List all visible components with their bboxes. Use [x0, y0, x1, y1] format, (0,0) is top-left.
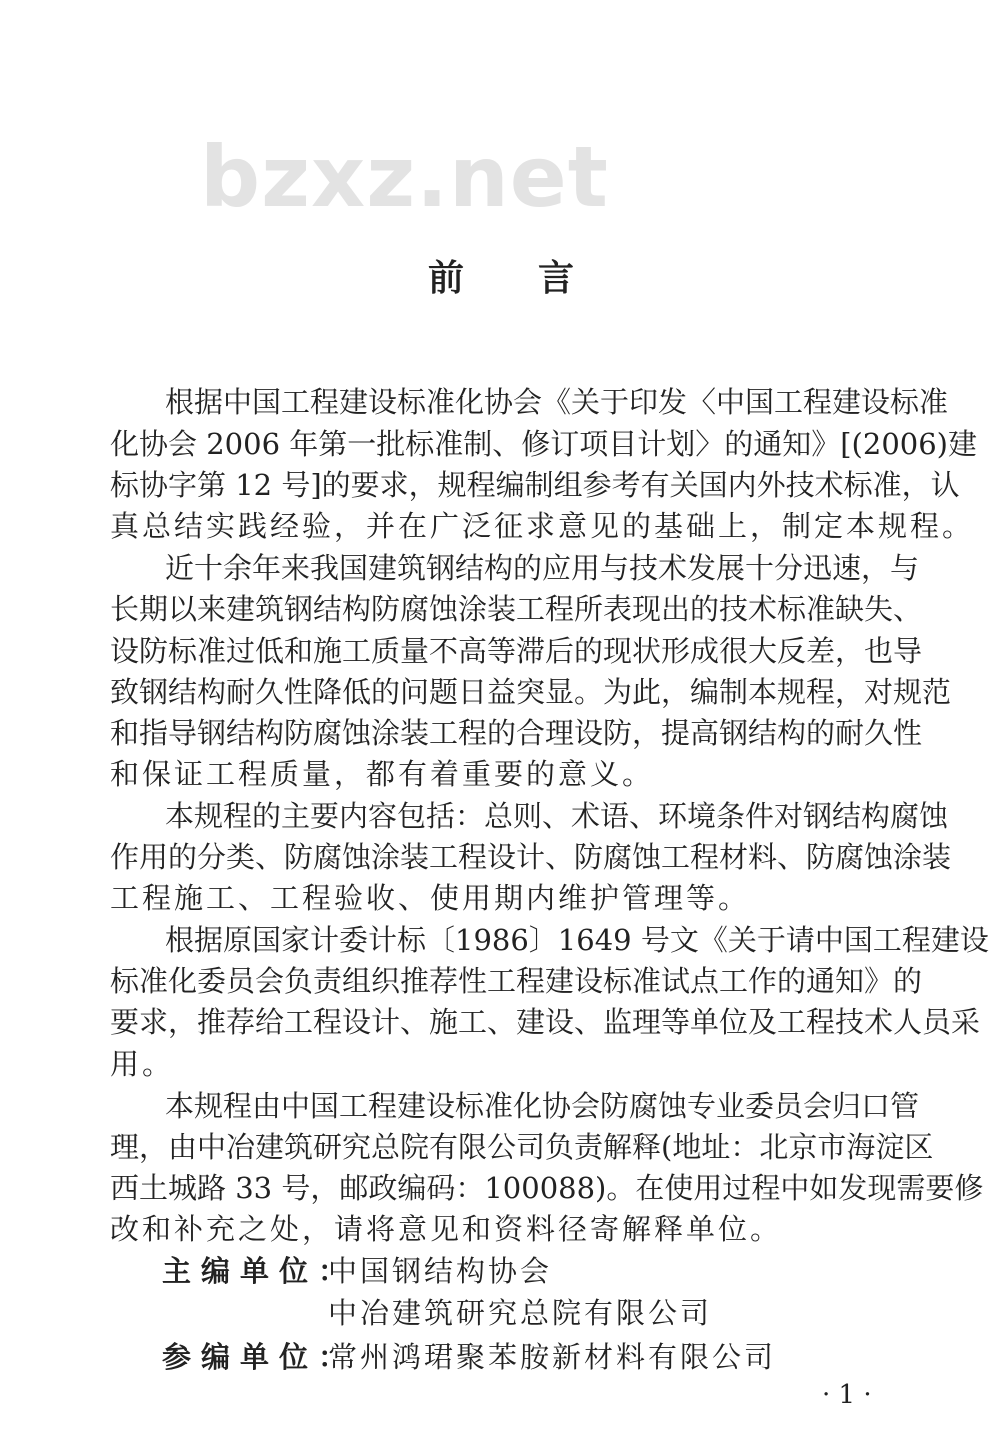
- watermark: bzxz.net: [200, 128, 609, 226]
- paragraph-line: 西土城路 33 号，邮政编码：100088)。在使用过程中如发现需要修: [110, 1171, 984, 1205]
- paragraph-line: 和指导钢结构防腐蚀涂装工程的合理设防，提高钢结构的耐久性: [110, 716, 923, 750]
- label: 参编单位：: [162, 1340, 358, 1374]
- paragraph-line: 作用的分类、防腐蚀涂装工程设计、防腐蚀工程材料、防腐蚀涂装: [110, 840, 952, 874]
- paragraph-line: 要求，推荐给工程设计、施工、建设、监理等单位及工程技术人员采: [110, 1005, 981, 1039]
- paragraph-line: 根据中国工程建设标准化协会《关于印发〈中国工程建设标准: [165, 385, 949, 419]
- label: 主编单位：: [162, 1254, 358, 1288]
- paragraph-line: 本规程由中国工程建设标准化协会防腐蚀专业委员会归口管: [165, 1089, 920, 1123]
- title-char: 前: [428, 257, 465, 299]
- paragraph-line: 标准化委员会负责组织推荐性工程建设标准试点工作的通知》的: [110, 964, 923, 998]
- paragraph-line: 长期以来建筑钢结构防腐蚀涂装工程所表现出的技术标准缺失、: [110, 592, 923, 626]
- paragraph-line: 真总结实践经验，并在广泛征求意见的基础上，制定本规程。: [110, 509, 975, 543]
- paragraph-line: 工程施工、工程验收、使用期内维护管理等。: [110, 881, 751, 915]
- paragraph-line: 理，由中冶建筑研究总院有限公司负责解释(地址：北京市海淀区: [110, 1130, 934, 1164]
- paragraph-line: 根据原国家计委计标〔1986〕1649 号文《关于请中国工程建设: [165, 923, 989, 957]
- paragraph-line: 化协会 2006 年第一批标准制、修订项目计划〉的通知》[(2006)建: [110, 427, 977, 461]
- paragraph-line: 改和补充之处，请将意见和资料径寄解释单位。: [110, 1212, 783, 1246]
- paragraph-line: 标协字第 12 号]的要求，规程编制组参考有关国内外技术标准，认: [110, 468, 960, 502]
- paragraph-line: 近十余年来我国建筑钢结构的应用与技术发展十分迅速，与: [165, 551, 920, 585]
- paragraph-line: 设防标准过低和施工质量不高等滞后的现状形成很大反差，也导: [110, 634, 923, 668]
- chief-editor-2: 中冶建筑研究总院有限公司: [328, 1296, 713, 1330]
- chief-editor-1: 中国钢结构协会: [328, 1254, 553, 1288]
- paragraph-line: 本规程的主要内容包括：总则、术语、环境条件对钢结构腐蚀: [165, 799, 949, 833]
- paragraph-line: 和保证工程质量，都有着重要的意义。: [110, 757, 655, 791]
- title-char: 言: [538, 257, 575, 299]
- page-title: [0, 250, 1000, 299]
- participating-editor-1: 常州鸿珺聚苯胺新材料有限公司: [328, 1340, 777, 1374]
- page-number: · 1 ·: [822, 1380, 872, 1410]
- paragraph-line: 用。: [110, 1047, 175, 1081]
- paragraph-line: 致钢结构耐久性降低的问题日益突显。为此，编制本规程，对规范: [110, 675, 952, 709]
